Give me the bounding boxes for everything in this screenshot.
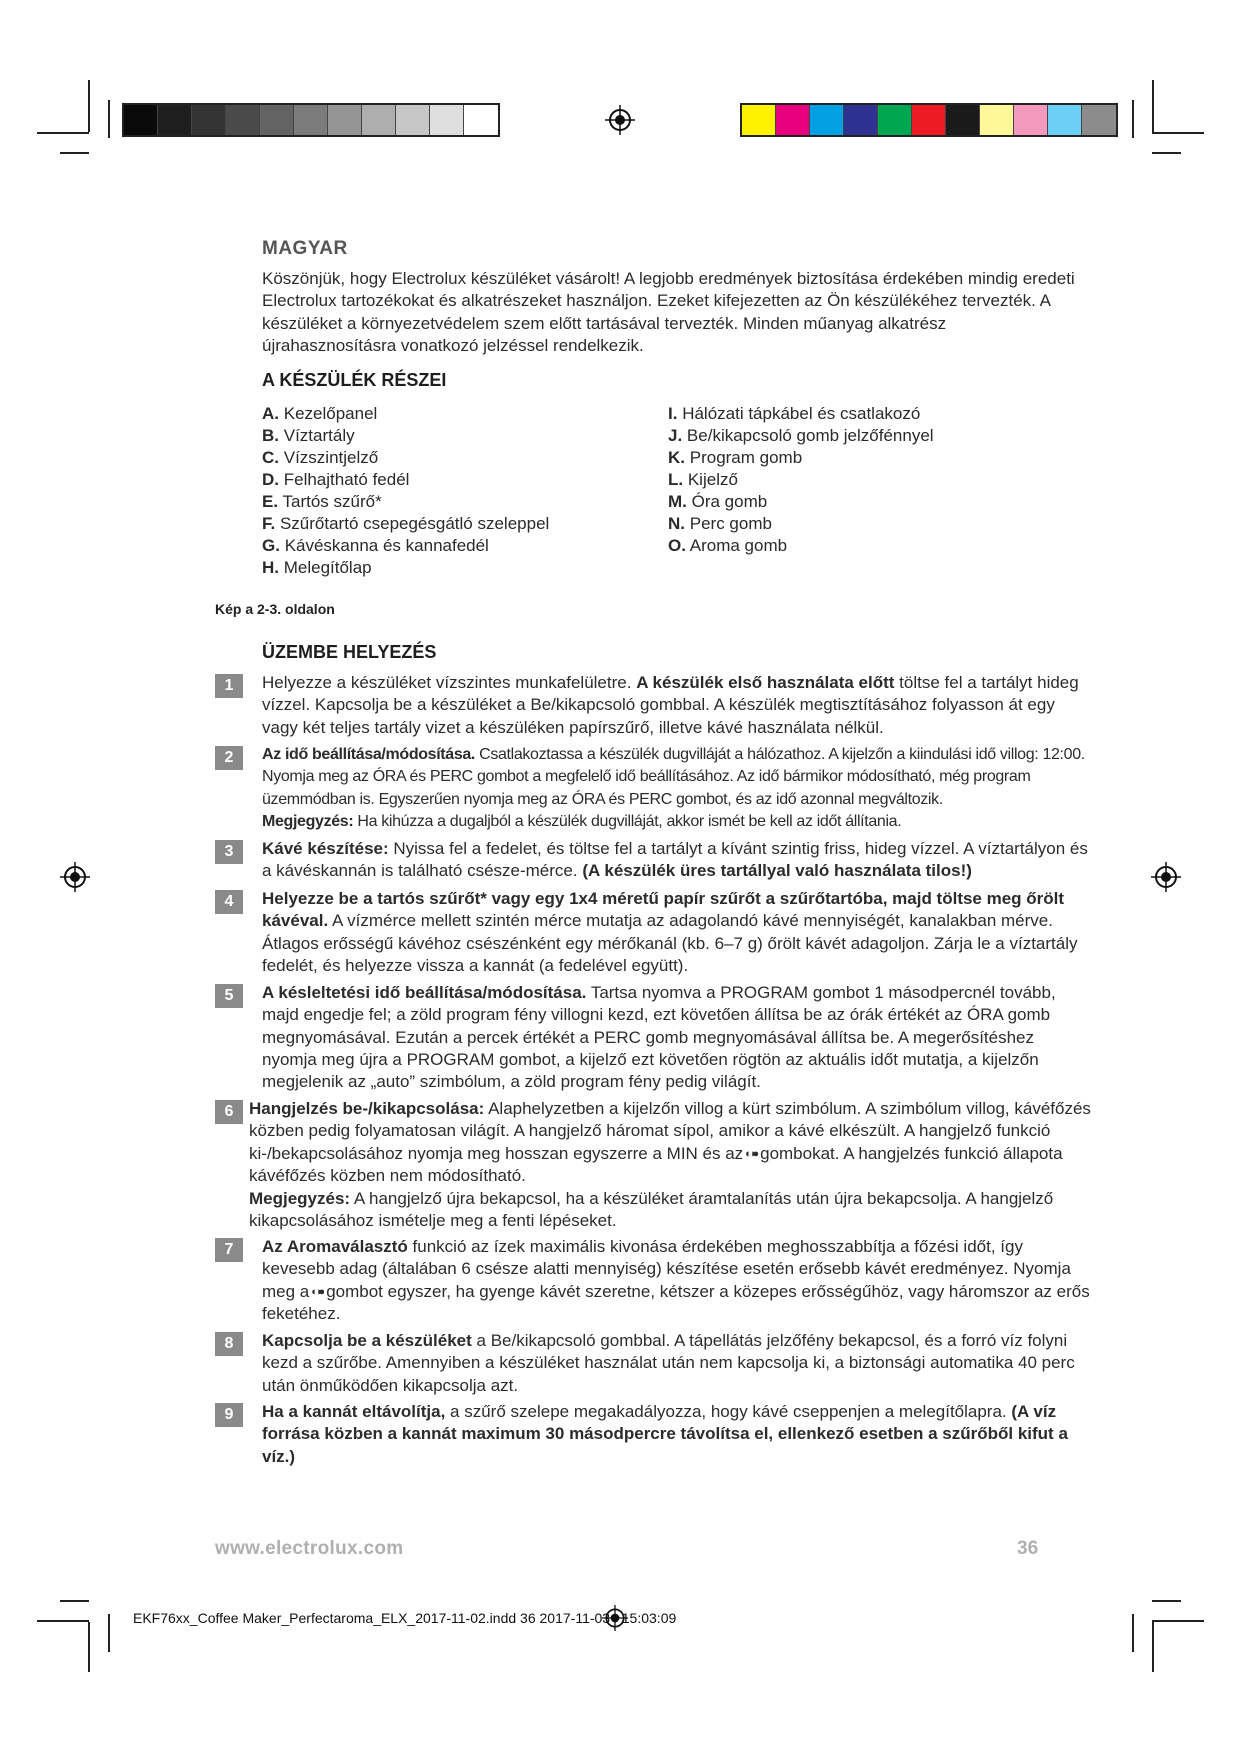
step-number-badge: 3	[215, 840, 243, 864]
part-item: N. Perc gomb	[668, 514, 772, 533]
color-swatch	[260, 105, 294, 135]
part-item: F. Szűrőtartó csepegésgátló szeleppel	[262, 514, 550, 533]
color-swatch	[124, 105, 158, 135]
color-swatch	[844, 105, 878, 135]
registration-mark-right-icon	[1151, 862, 1181, 892]
print-slug: EKF76xx_Coffee Maker_Perfectaroma_ELX_2017-11-02.indd 36 2017-11-03 15:03:09	[133, 1610, 677, 1626]
parts-list-right	[668, 403, 934, 557]
color-swatch	[742, 105, 776, 135]
step-text: Kávé készítése: Nyissa fel a fedelet, és töltse fel a tartályt a kívánt szintig friss, hideg vízzel. A víztartályon és a kávéskannán is található csésze-mérce. (A készülék üres tartállyal való használata tilos!)	[262, 839, 1088, 881]
color-swatch	[430, 105, 464, 135]
part-item: C. Vízszintjelző	[262, 448, 379, 467]
part-item: J. Be/kikapcsoló gomb jelzőfénnyel	[668, 426, 934, 445]
step-text: A késleltetési idő beállítása/módosítása. Tartsa nyomva a PROGRAM gombot 1 másodpercnél tovább, majd engedje fel; a zöld program fény villogni kezd, ezt követően állítsa be az órák értékét az ÓRA gomb megnyomásával. Ezután a percek értékét a PERC gomb megnyomásával állítsa be. A megerősítéshez nyomja meg újra a PROGRAM gombot, a kijelző ezt követően rögtön az aktuális időt mutatja, a kijelzőn megjelenik az „auto” szimbólum, a zöld program fény pedig világít.	[262, 983, 1056, 1092]
part-item: K. Program gomb	[668, 448, 803, 467]
color-swatch	[158, 105, 192, 135]
step-number-badge: 5	[215, 984, 243, 1008]
step-text: Az idő beállítása/módosítása. Csatlakoztassa a készülék dugvilláját a hálózathoz. A kijelzőn a kiindulási idő villog: 12:00. Nyomja meg az ÓRA és PERC gombot a megfelelő idő beállításához. Az idő bármikor módosítható, még program üzemmódban is. Egyszerűen nyomja meg az ÓRA és PERC gombot, és az idő azonnal megváltozik. Megjegyzés: Ha kihúzza a dugaljból a készülék dugvilláját, akkor ismét be kell az időt állítania.	[262, 746, 1085, 830]
registration-mark-bottom-icon	[602, 1605, 628, 1631]
color-swatch	[912, 105, 946, 135]
part-item: A. Kezelőpanel	[262, 404, 378, 423]
setup-heading: ÜZEMBE HELYEZÉS	[262, 642, 437, 662]
color-swatch	[878, 105, 912, 135]
aroma-button-icon: ◐◑●	[311, 1285, 323, 1298]
part-item: B. Víztartály	[262, 426, 355, 445]
parts-heading: A KÉSZÜLÉK RÉSZEI	[262, 370, 447, 390]
registration-mark-top-icon	[605, 105, 635, 135]
intro-paragraph: Köszönjük, hogy Electrolux készüléket vásárolt! A legjobb eredmények biztosítása érdekében mindig eredeti Electrolux tartozékokat és alkatrészeket használjon. Ezeket kifejezetten az Ön készülékéhez tervezték. A készüléket a környezetvédelem szem előtt tartásával tervezték. Minden műanyag alkatrész újrahasznosításra vonatkozó jelzéssel rendelkezik.	[262, 269, 1075, 355]
part-item: E. Tartós szűrő*	[262, 492, 382, 511]
color-swatch	[776, 105, 810, 135]
color-swatch	[294, 105, 328, 135]
color-swatch	[1048, 105, 1082, 135]
color-swatch	[946, 105, 980, 135]
figure-reference: Kép a 2-3. oldalon	[215, 601, 335, 617]
color-swatch	[980, 105, 1014, 135]
step-number-badge: 2	[215, 746, 243, 770]
step-number-badge: 6	[215, 1100, 243, 1124]
step-number-badge: 1	[215, 674, 243, 698]
part-item: I. Hálózati tápkábel és csatlakozó	[668, 404, 921, 423]
color-swatch	[226, 105, 260, 135]
color-swatch	[328, 105, 362, 135]
color-swatch	[810, 105, 844, 135]
grayscale-calibration-bar	[122, 103, 500, 137]
color-swatch	[192, 105, 226, 135]
color-swatch	[1014, 105, 1048, 135]
step-number-badge: 7	[215, 1238, 243, 1262]
color-calibration-bar	[740, 103, 1118, 137]
language-heading: MAGYAR	[262, 238, 348, 259]
step-number-badge: 9	[215, 1403, 243, 1427]
color-swatch	[1082, 105, 1116, 135]
step-text: Az Aromaválasztó funkció az ízek maximális kivonása érdekében meghosszabbítja a főzési időt, így kevesebb adag (általában 6 csésze alatti mennyiség) készítése esetén erősebb kávét eredményez. Nyomja meg a ◐◑● gombot egyszer, ha gyenge kávét szeretne, kétszer a közepes erősségűhöz, vagy háromszor az erős feketéhez.	[262, 1237, 1090, 1324]
color-swatch	[464, 105, 498, 135]
step-text: Kapcsolja be a készüléket a Be/kikapcsoló gombbal. A tápellátás jelzőfény bekapcsol, és a forró víz folyni kezd a szűrőbe. Amennyiben a készüléket használat után nem kapcsolja ki, a biztonsági automatika 40 perc után önműködően kikapcsolja azt.	[262, 1331, 1075, 1395]
step-number-badge: 8	[215, 1332, 243, 1356]
registration-mark-left-icon	[60, 862, 90, 892]
part-item: L. Kijelző	[668, 470, 738, 489]
parts-list-left	[262, 403, 549, 579]
page-number: 36	[1017, 1538, 1039, 1559]
part-item: M. Óra gomb	[668, 492, 768, 511]
website-link[interactable]: www.electrolux.com	[215, 1538, 404, 1559]
color-swatch	[362, 105, 396, 135]
part-item: D. Felhajtható fedél	[262, 470, 410, 489]
step-text: Helyezze be a tartós szűrőt* vagy egy 1x4 méretű papír szűrőt a szűrőtartóba, majd töltse meg őrölt kávéval. A vízmérce mellett szintén mérce mutatja az adagolandó kávé mennyiségét, kanalakban mérve. Átlagos erősségű kávéhoz csészénként egy mérőkanál (kb. 6–7 g) őrölt kávét adagoljon. Zárja le a víztartály fedelét, és helyezze vissza a kannát (a fedelével együtt).	[262, 889, 1078, 975]
part-item: H. Melegítőlap	[262, 558, 372, 577]
step-text: Ha a kannát eltávolítja, a szűrő szelepe megakadályozza, hogy kávé cseppenjen a melegítőlapra. (A víz forrása közben a kannát maximum 30 másodpercre távolítsa el, ellenkező esetben a szűrőből kifut a víz.)	[262, 1402, 1068, 1466]
part-item: O. Aroma gomb	[668, 536, 788, 555]
step-number-badge: 4	[215, 890, 243, 914]
step-text: Hangjelzés be-/kikapcsolása: Alaphelyzetben a kijelzőn villog a kürt szimbólum. A szimbólum villog, kávéfőzés közben pedig folyamatosan világít. A hangjelző háromat sípol, amikor a kávé elkészült. A hangjelző funkció ki-/bekapcsolásához nyomja meg hosszan egyszerre a MIN és az ◐◑● gombokat. A hangjelzés funkció állapota kávéfőzés közben nem módosítható. Megjegyzés: A hangjelző újra bekapcsol, ha a készüléket áramtalanítás után újra bekapcsolja. A hangjelző kikapcsolásához ismételje meg a fenti lépéseket.	[249, 1099, 1091, 1230]
aroma-button-icon: ◐◑●	[745, 1147, 757, 1160]
step-text: Helyezze a készüléket vízszintes munkafelületre. A készülék első használata előtt töltse fel a tartályt hideg vízzel. Kapcsolja be a készüléket a Be/kikapcsoló gombbal. A készülék megtisztításához folyasson át egy vagy két teljes tartály vizet a készüléken papírszűrő, illetve kávé használata nélkül.	[262, 673, 1079, 737]
color-swatch	[396, 105, 430, 135]
part-item: G. Kávéskanna és kannafedél	[262, 536, 489, 555]
